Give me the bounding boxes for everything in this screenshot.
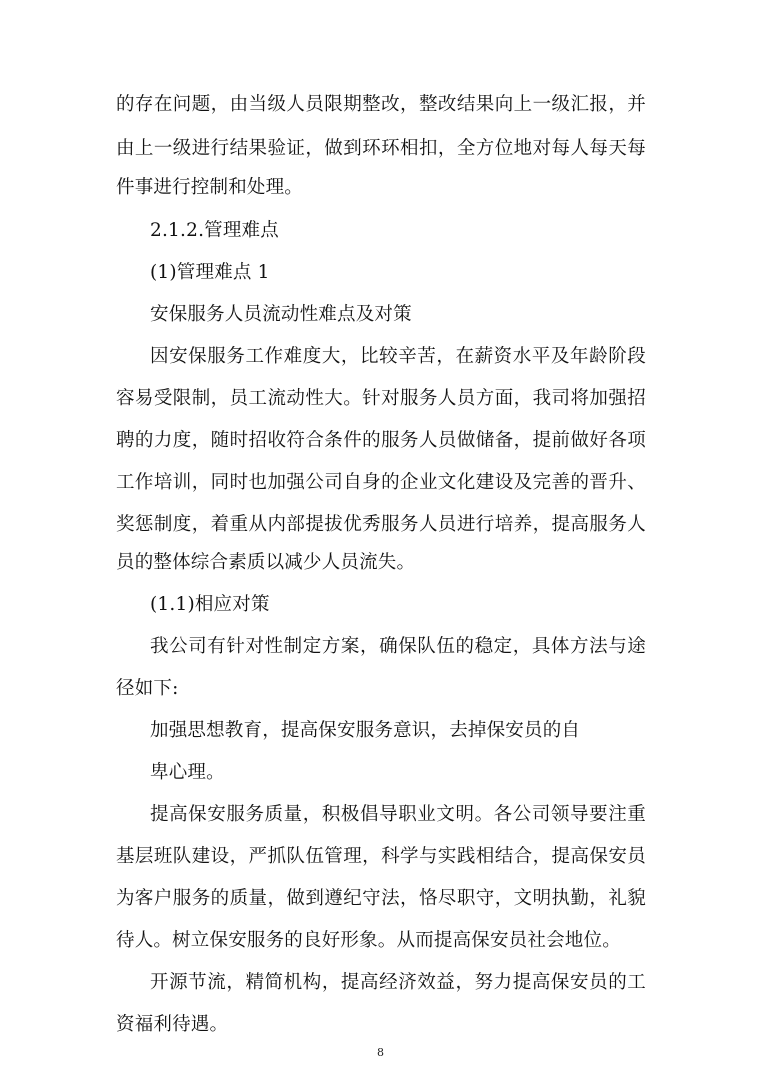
text-line: 径如下:	[116, 678, 179, 699]
text-line: 因安保服务工作难度大，比较辛苦，在薪资水平及年龄阶段	[150, 346, 646, 367]
text-line: 卑心理。	[150, 762, 225, 783]
page-number: 8	[377, 1046, 384, 1059]
text-line: 奖惩制度，着重从内部提拔优秀服务人员进行培养，提高服务人	[116, 514, 646, 535]
text-line: 为客户服务的质量，做到遵纪守法，恪尽职守，文明执勤，礼貌	[116, 888, 646, 909]
text-line: 容易受限制，员工流动性大。针对服务人员方面，我司将加强招	[116, 388, 646, 409]
text-line: 聘的力度，随时招收符合条件的服务人员做储备，提前做好各项	[116, 430, 646, 451]
section-heading: 2.1.2.管理难点	[150, 220, 279, 241]
text-line: 员的整体综合素质以减少人员流失。	[116, 552, 416, 573]
text-line: 提高保安服务质量，积极倡导职业文明。各公司领导要注重	[150, 804, 646, 825]
text-line: 资福利待遇。	[116, 1014, 229, 1035]
text-line: 我公司有针对性制定方案，确保队伍的稳定，具体方法与途	[150, 636, 646, 657]
text-line: 由上一级进行结果验证，做到环环相扣，全方位地对每人每天每	[116, 138, 646, 159]
text-line: 加强思想教育，提高保安服务意识，去掉保安员的自	[150, 720, 581, 741]
text-line: 基层班队建设，严抓队伍管理，科学与实践相结合，提高保安员	[116, 846, 646, 867]
text-line: 工作培训，同时也加强公司自身的企业文化建设及完善的晋升、	[116, 472, 646, 493]
subsection-heading: (1)管理难点 1	[150, 262, 270, 283]
subsection-heading: (1.1)相应对策	[150, 594, 270, 615]
text-line: 待人。树立保安服务的良好形象。从而提高保安员社会地位。	[116, 930, 621, 951]
text-line: 件事进行控制和处理。	[116, 177, 304, 198]
text-line: 开源节流，精简机构，提高经济效益，努力提高保安员的工	[150, 972, 646, 993]
text-line: 的存在问题，由当级人员限期整改，整改结果向上一级汇报，并	[116, 94, 646, 115]
subsection-title: 安保服务人员流动性难点及对策	[150, 304, 412, 325]
